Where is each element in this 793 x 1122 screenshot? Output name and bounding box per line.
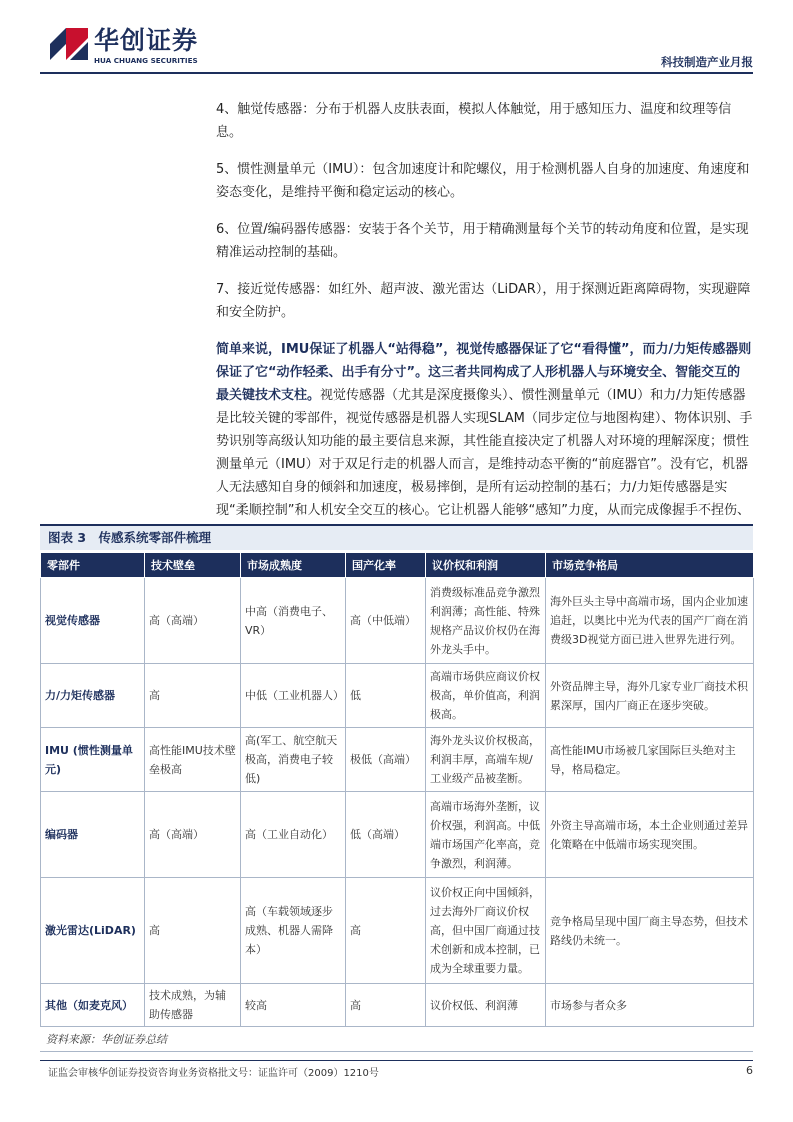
report-title: 科技制造产业月报 <box>661 55 753 69</box>
table-cell: 市场参与者众多 <box>546 984 754 1027</box>
table-cell: 消费级标准品竞争激烈利润薄；高性能、特殊规格产品议价权仍在海外龙头手中。 <box>426 578 546 664</box>
table-cell: 高性能IMU市场被几家国际巨头绝对主导，格局稳定。 <box>546 728 754 792</box>
table-cell: 中高（消费电子、VR） <box>241 578 346 664</box>
paragraph-imu: 5、惯性测量单元（IMU）：包含加速度计和陀螺仪，用于检测机器人自身的加速度、角速度和姿态变化，是维持平衡和稳定运动的核心。 <box>216 162 750 200</box>
paragraph-tactile: 4、触觉传感器：分布于机器人皮肤表面，模拟人体触觉，用于感知压力、温度和纹理等信息。 <box>216 102 732 140</box>
table-cell: 低（高端） <box>346 792 426 878</box>
table-cell: 海外龙头议价权极高，利润丰厚，高端车规/工业级产品被垄断。 <box>426 728 546 792</box>
paragraph-proximity: 7、接近觉传感器：如红外、超声波、激光雷达（LiDAR），用于探测近距离障碍物，实现避障和安全防护。 <box>216 282 751 320</box>
table-cell: 其他（如麦克风） <box>41 984 145 1027</box>
logo-text-cn: 华创证券 <box>94 26 199 55</box>
sensor-table <box>40 552 754 1027</box>
body-text <box>216 98 753 545</box>
table-cell: 视觉传感器 <box>41 578 145 664</box>
figure-source: 资料来源：华创证券总结 <box>40 1027 753 1052</box>
table-row <box>41 878 754 984</box>
table-row <box>41 664 754 728</box>
column-header: 议价权和利润 <box>426 553 546 578</box>
table-cell: 编码器 <box>41 792 145 878</box>
table-cell: 高（高端） <box>145 792 241 878</box>
table-cell: 激光雷达(LiDAR) <box>41 878 145 984</box>
column-header: 零部件 <box>41 553 145 578</box>
figure-title: 图表 3 传感系统零部件梳理 <box>40 524 753 550</box>
table-cell: 低 <box>346 664 426 728</box>
figure-sensor-components <box>40 524 753 1052</box>
logo-mark-icon <box>48 26 90 62</box>
table-cell: 力/力矩传感器 <box>41 664 145 728</box>
summary-paragraph <box>216 338 753 545</box>
table-cell: 高性能IMU技术壁垒极高 <box>145 728 241 792</box>
column-header: 市场成熟度 <box>241 553 346 578</box>
table-row <box>41 792 754 878</box>
table-cell: 高(军工、航空航天极高，消费电子较低) <box>241 728 346 792</box>
table-cell: 中低（工业机器人） <box>241 664 346 728</box>
footer-divider <box>40 1060 753 1061</box>
table-cell: 竞争格局呈现中国厂商主导态势，但技术路线仍未统一。 <box>546 878 754 984</box>
summary-normal: 视觉传感器（尤其是深度摄像头）、惯性测量单元（IMU）和力/力矩传感器是比较关键的零部件，视觉传感器是机器人实现SLAM（同步定位与地图构建）、物体识别、手势识别等高级认知功能的最主要信息来源，其性能直接决定了机器人对环境的理解深度；惯性测量单元（IMU）对于双足行走的机器人而言，是维持动态平衡的“前庭器官”。没有它，机器人无法感知自身的倾斜和加速度，极易摔倒，是所有运动控制的基石；力/力矩传感器是实现“柔顺控制”和人机安全交互的核心。它让机器人能够“感知”力度，从而完成像握手不捏伤、 <box>216 388 753 518</box>
table-cell: 极低（高端） <box>346 728 426 792</box>
column-header: 国产化率 <box>346 553 426 578</box>
table-row <box>41 728 754 792</box>
table-row <box>41 578 754 664</box>
paragraph-encoder: 6、位置/编码器传感器：安装于各个关节，用于精确测量每个关节的转动角度和位置，是实现精准运动控制的基础。 <box>216 222 749 260</box>
table-cell: 高 <box>346 984 426 1027</box>
table-cell: 高（工业自动化） <box>241 792 346 878</box>
summary-bold: 简单来说，IMU保证了机器人“站得稳”，视觉传感器保证了它“看得懂”，而力/力矩传感器则保证了它“动作轻柔、出手有分寸”。这三者共同构成了人形机器人与环境安全、智能交互的最关键技术支柱。 <box>216 342 752 403</box>
table-cell: 较高 <box>241 984 346 1027</box>
table-cell: 高 <box>145 878 241 984</box>
table-cell: 海外巨头主导中高端市场，国内企业加速追赶，以奥比中光为代表的国产厂商在消费级3D视觉方面已进入世界先进行列。 <box>546 578 754 664</box>
header-divider <box>40 72 753 74</box>
table-cell: 议价权正向中国倾斜，过去海外厂商议价权高，但中国厂商通过技术创新和成本控制，已成为全球重要力量。 <box>426 878 546 984</box>
table-cell: 高（中低端） <box>346 578 426 664</box>
table-cell: 外资品牌主导，海外几家专业厂商技术积累深厚，国内厂商正在逐步突破。 <box>546 664 754 728</box>
column-header: 市场竞争格局 <box>546 553 754 578</box>
table-cell: 高 <box>145 664 241 728</box>
table-cell: 技术成熟，为辅助传感器 <box>145 984 241 1027</box>
page-number: 6 <box>746 1064 753 1077</box>
table-cell: 议价权低、利润薄 <box>426 984 546 1027</box>
footer-license: 证监会审核华创证券投资咨询业务资格批文号：证监许可（2009）1210号 <box>48 1068 379 1079</box>
table-cell: IMU (惯性测量单元) <box>41 728 145 792</box>
logo-text-en: HUA CHUANG SECURITIES <box>94 56 198 65</box>
table-cell: 外资主导高端市场，本土企业则通过差异化策略在中低端市场实现突围。 <box>546 792 754 878</box>
brand-logo <box>48 26 198 68</box>
table-row <box>41 984 754 1027</box>
column-header: 技术壁垒 <box>145 553 241 578</box>
table-cell: 高端市场供应商议价权极高，单价值高，利润极高。 <box>426 664 546 728</box>
table-cell: 高（车载领域逐步成熟、机器人需降本） <box>241 878 346 984</box>
table-cell: 高端市场海外垄断，议价权强，利润高。中低端市场国产化率高，竞争激烈，利润薄。 <box>426 792 546 878</box>
table-header-row <box>41 553 754 578</box>
table-cell: 高（高端） <box>145 578 241 664</box>
table-cell: 高 <box>346 878 426 984</box>
